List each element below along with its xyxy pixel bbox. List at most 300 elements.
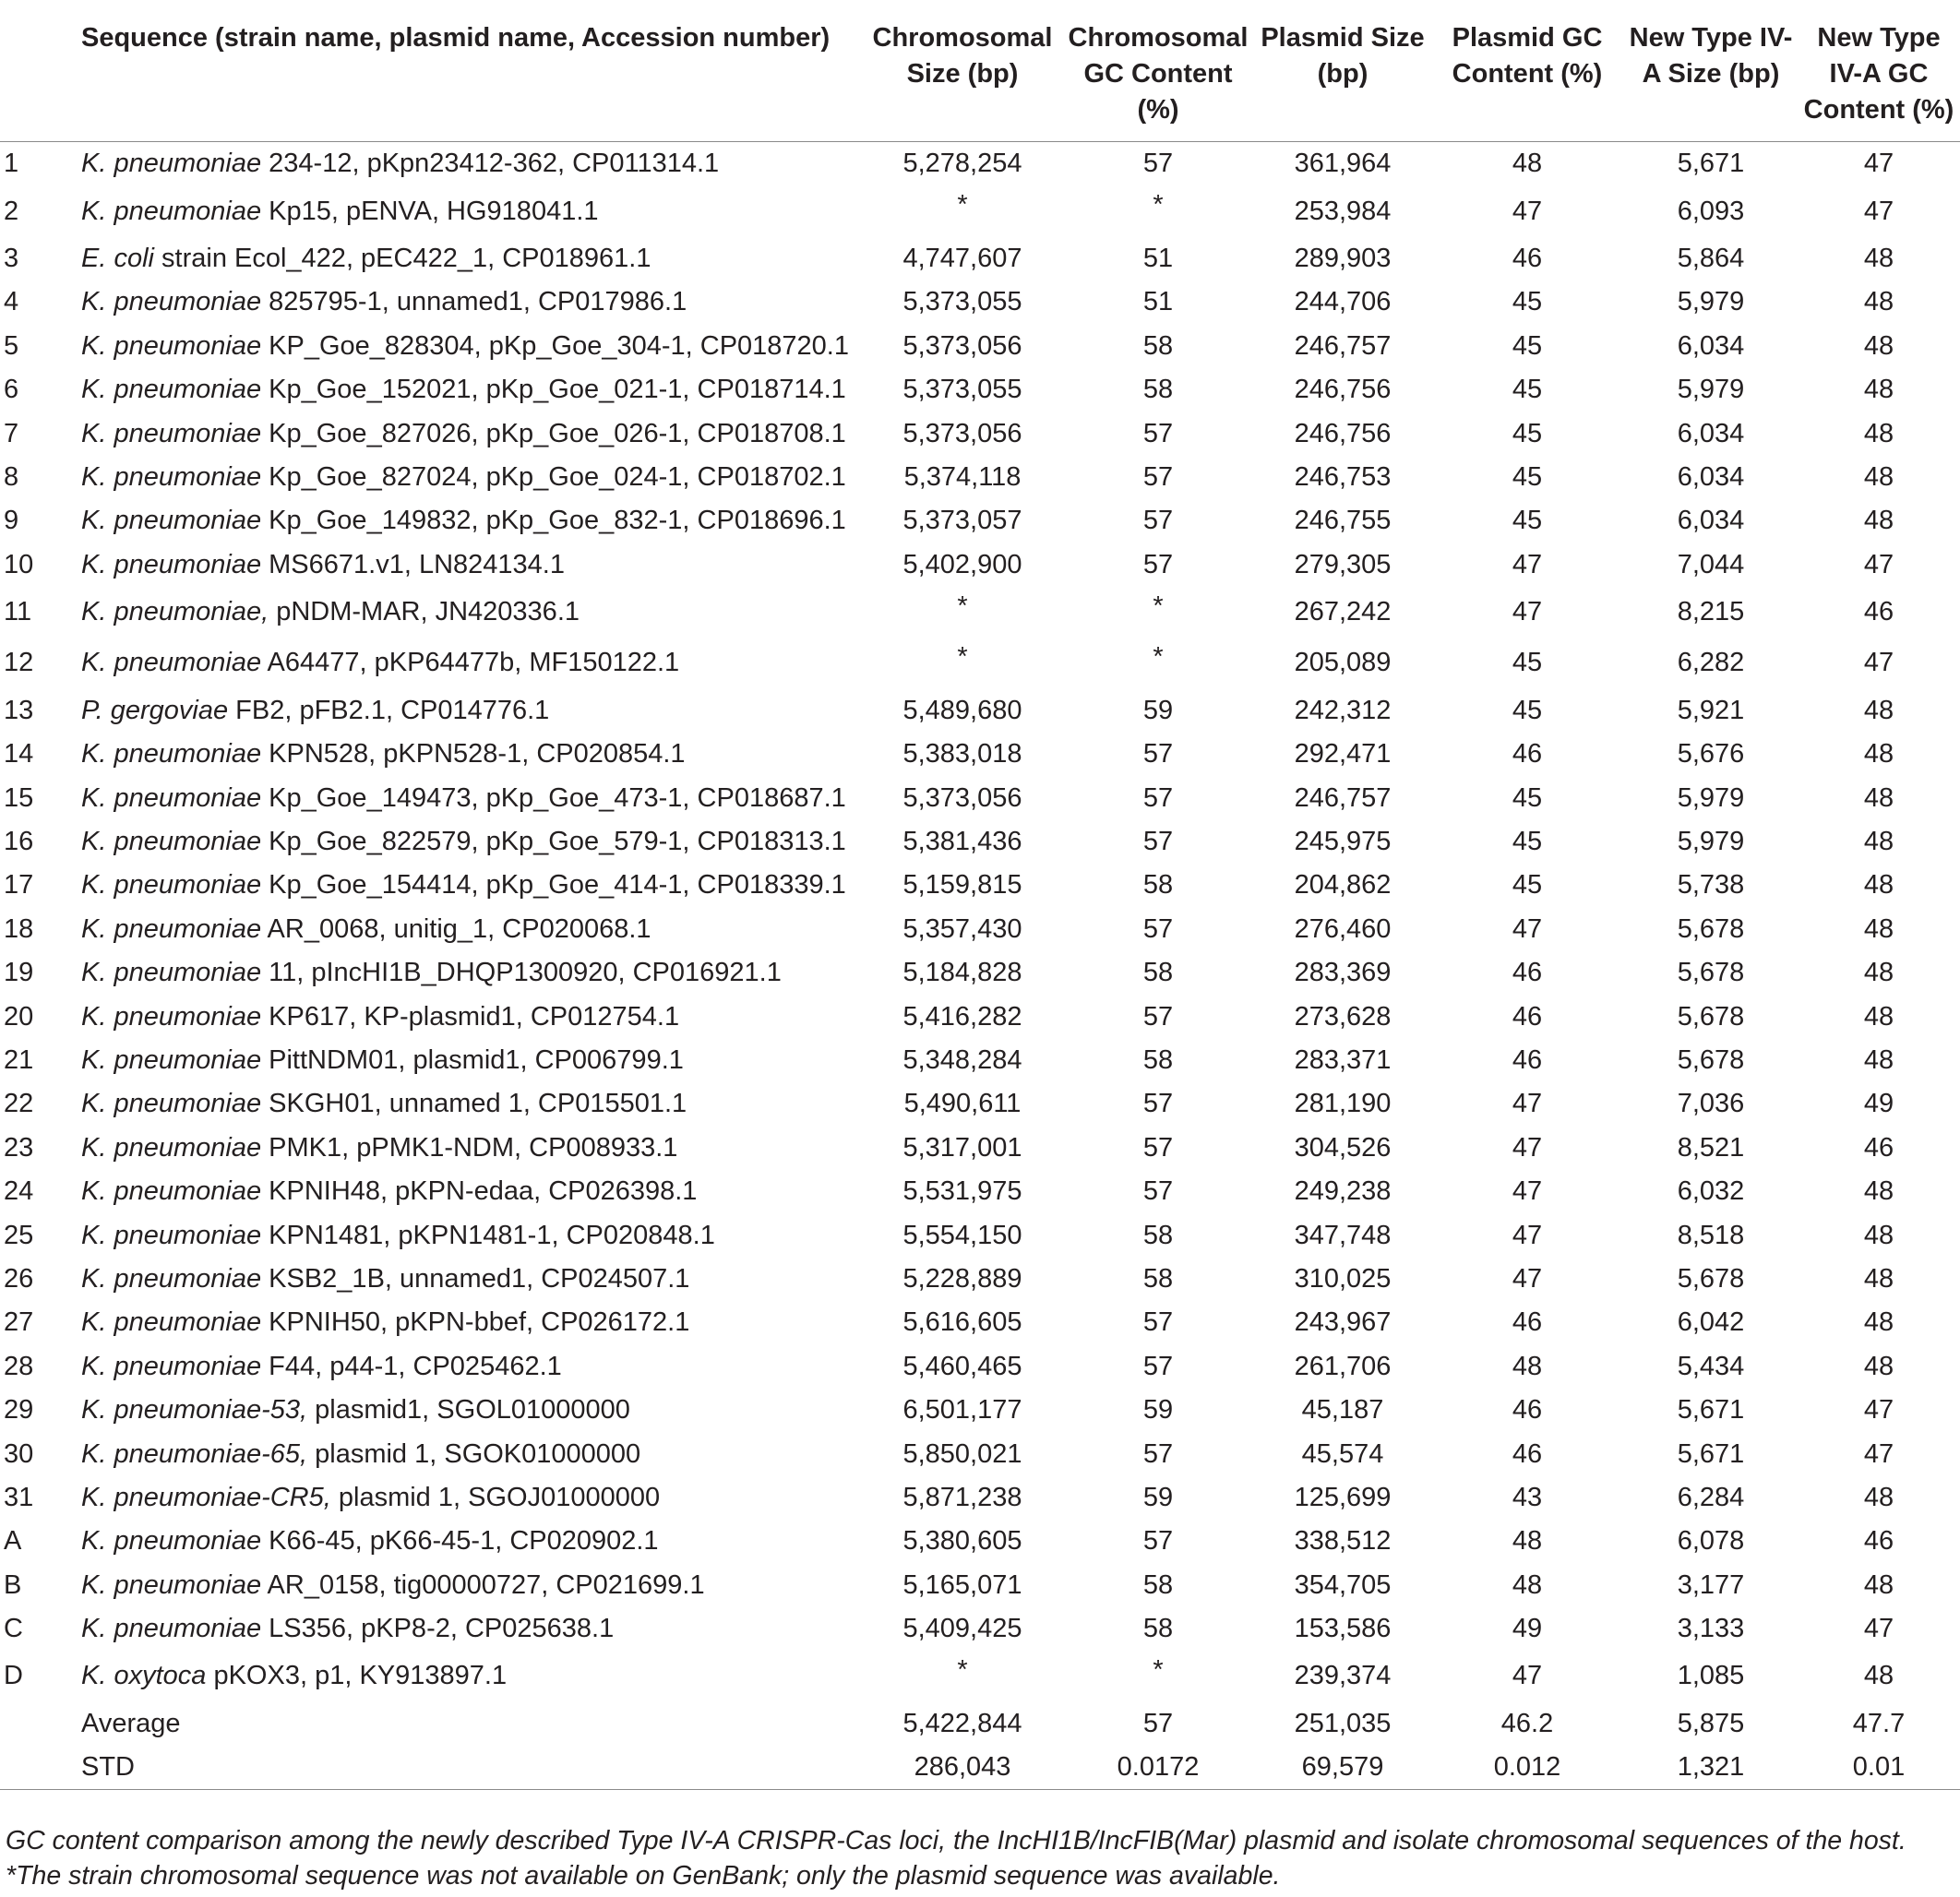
chromosomal-gc-cell: 59 [1142,1482,1174,1512]
table-row [0,1082,1960,1126]
sequence-cell [81,689,864,733]
chromosomal-size-cell: 6,501,177 [902,1395,1022,1426]
new-type-gc-cell: 48 [1863,782,1894,813]
chromosomal-gc-cell: 57 [1142,461,1174,492]
plasmid-gc-cell: 45 [1512,418,1543,448]
new-type-gc-cell: 47 [1863,149,1894,179]
chromosomal-size-cell: 5,381,436 [902,827,1022,857]
sequence-cell [81,1127,864,1170]
table-row [0,1258,1960,1301]
sequence-details: KP_Goe_828304, pKp_Goe_304-1, CP018720.1 [261,330,849,361]
plasmid-gc-cell: 46 [1512,1307,1543,1338]
sequence-details: SKGH01, unnamed 1, CP015501.1 [261,1089,687,1119]
species-name: K. pneumoniae [81,1569,262,1600]
chromosomal-size-cell: 5,184,828 [902,958,1022,988]
row-number-cell: 11 [4,597,32,627]
chromosomal-size-cell: 5,416,282 [902,1001,1022,1032]
sequence-cell [81,1170,864,1213]
plasmid-gc-cell: 47 [1512,597,1543,627]
sequence-details: AR_0068, unitig_1, CP020068.1 [261,913,651,944]
row-number-cell: 3 [4,243,19,273]
sequence-cell [81,142,864,186]
new-type-size-cell: 6,282 [1677,648,1745,678]
new-type-size-cell: 5,979 [1677,827,1745,857]
row-number-cell: 16 [4,827,34,857]
row-number-cell: 1 [4,149,19,179]
sequence-details: plasmid 1, SGOJ01000000 [330,1482,661,1512]
sequence-details: KP617, KP-plasmid1, CP012754.1 [261,1001,680,1032]
plasmid-size-cell: 261,706 [1294,1351,1392,1381]
sequence-cell [81,412,864,455]
plasmid-gc-cell: 47 [1512,1089,1543,1119]
row-number-cell: 29 [4,1395,34,1426]
header-plasmid-size: Plasmid Size (bp) [1255,15,1430,142]
sequence-details: PMK1, pPMK1-NDM, CP008933.1 [261,1132,678,1163]
row-number-cell: 26 [4,1263,34,1294]
sequence-details: Kp15, pENVA, HG918041.1 [261,196,599,226]
sequence-details: Kp_Goe_149473, pKp_Goe_473-1, CP018687.1 [261,782,846,813]
sequence-cell [81,638,864,688]
new-type-size-cell: 1,085 [1677,1661,1745,1691]
sequence-details: KPNIH50, pKPN-bbef, CP026172.1 [261,1307,690,1338]
header-new-type-gc: New Type IV-A GC Content (%) [1798,15,1960,142]
new-type-size-cell: 6,034 [1677,506,1745,536]
chromosomal-size-cell: 5,159,815 [902,870,1022,901]
species-name: K. pneumoniae-CR5, [81,1482,331,1512]
row-number-cell: 6 [4,375,19,405]
sequence-cell [81,1389,864,1432]
chromosomal-size-cell: 5,357,430 [902,913,1022,944]
species-name: K. pneumoniae [81,149,262,179]
sequence-details: Kp_Goe_152021, pKp_Goe_021-1, CP018714.1 [261,375,846,405]
sequence-details: FB2, pFB2.1, CP014776.1 [228,695,550,725]
row-number-cell: 4 [4,287,19,317]
table-row [0,820,1960,864]
plasmid-gc-cell: 47 [1512,549,1543,579]
chromosomal-size-cell: 5,489,680 [902,695,1022,725]
new-type-size-cell: 6,078 [1677,1526,1745,1557]
sequence-details: plasmid1, SGOL01000000 [307,1395,630,1426]
new-type-size-cell: 5,921 [1677,695,1745,725]
plasmid-size-cell: 361,964 [1294,149,1392,179]
sequence-details: LS356, pKP8-2, CP025638.1 [261,1614,615,1644]
new-type-size-cell: 5,671 [1677,1395,1745,1426]
new-type-gc-cell: 48 [1863,243,1894,273]
new-type-gc-cell: 48 [1863,1307,1894,1338]
plasmid-gc-cell: 48 [1512,1526,1543,1557]
sequence-details: Average [81,1708,181,1738]
plasmid-size-cell: 292,471 [1294,739,1392,770]
table-caption: GC content comparison among the newly described Type IV-A CRISPR-Cas loci, the IncHI1B/IncFIB(Mar) plasmid and isolate chromosomal sequences of the host. *The strain chromosomal sequence was not available on GenBank; only the plasmid sequence was available. [6,1826,1906,1891]
chromosomal-gc-cell: 58 [1142,1569,1174,1600]
table-row [0,1520,1960,1563]
new-type-size-cell: 6,032 [1677,1176,1745,1207]
chromosomal-gc-cell: 58 [1142,375,1174,405]
row-number-cell [0,1702,81,1746]
new-type-gc-cell: 48 [1863,1569,1894,1600]
plasmid-size-cell: 283,369 [1294,958,1392,988]
header-chromosomal-gc: Chromosomal GC Content (%) [1061,15,1255,142]
plasmid-gc-cell: 47 [1512,1176,1543,1207]
sequence-details: A64477, pKP64477b, MF150122.1 [261,648,680,678]
table-row [0,1564,1960,1607]
chromosomal-gc-cell: * [1153,642,1164,673]
new-type-size-cell: 5,434 [1677,1351,1745,1381]
row-number-cell: 9 [4,506,19,536]
row-number-cell: 30 [4,1438,34,1469]
species-name: E. coli [81,243,154,273]
chromosomal-gc-cell: 57 [1142,1438,1174,1469]
plasmid-size-cell: 267,242 [1294,597,1392,627]
table-row [0,1170,1960,1213]
sequence-cell [81,864,864,907]
chromosomal-gc-cell: 59 [1142,1395,1174,1426]
species-name: K. pneumoniae-65, [81,1438,308,1469]
sequence-details: STD [81,1752,135,1783]
plasmid-gc-cell: 47 [1512,913,1543,944]
chromosomal-gc-cell: 57 [1142,1526,1174,1557]
chromosomal-gc-cell: 58 [1142,330,1174,361]
table-row [0,456,1960,499]
species-name: K. pneumoniae [81,375,262,405]
plasmid-size-cell: 45,187 [1301,1395,1384,1426]
new-type-size-cell: 5,678 [1677,913,1745,944]
row-number-cell: 23 [4,1132,34,1163]
chromosomal-gc-cell: 57 [1142,1351,1174,1381]
chromosomal-size-cell: 5,409,425 [902,1614,1022,1644]
new-type-gc-cell: 48 [1863,506,1894,536]
new-type-gc-cell: 46 [1863,1526,1894,1557]
species-name: K. pneumoniae [81,1045,262,1075]
chromosomal-size-cell: 5,373,056 [902,330,1022,361]
chromosomal-size-cell: * [957,591,968,621]
chromosomal-gc-cell: 57 [1142,149,1174,179]
row-number-cell: D [4,1661,23,1691]
sequence-cell [81,499,864,543]
plasmid-gc-cell: 46 [1512,1045,1543,1075]
sequence-cell [81,733,864,776]
plasmid-size-cell: 338,512 [1294,1526,1392,1557]
chromosomal-gc-cell: 0.0172 [1061,1746,1255,1790]
table-row [0,1432,1960,1475]
species-name: K. pneumoniae [81,1263,262,1294]
sequence-details: Kp_Goe_149832, pKp_Goe_832-1, CP018696.1 [261,506,846,536]
chromosomal-size-cell: 5,422,844 [902,1708,1022,1738]
plasmid-size-cell: 347,748 [1294,1220,1392,1250]
row-number-cell: 22 [4,1089,34,1119]
sequence-cell [81,543,864,587]
row-number-cell: A [4,1526,22,1557]
new-type-gc-cell: 47.7 [1852,1708,1906,1738]
new-type-size-cell: 3,177 [1677,1569,1745,1600]
chromosomal-size-cell: 4,747,607 [902,243,1022,273]
table-row [0,1651,1960,1701]
row-number-cell: C [4,1614,23,1644]
species-name: K. pneumoniae [81,196,262,226]
new-type-size-cell: 7,036 [1677,1089,1745,1119]
table-row [0,237,1960,280]
plasmid-size-cell: 279,305 [1294,549,1392,579]
species-name: K. pneumoniae [81,1089,262,1119]
row-number-cell: 15 [4,782,34,813]
species-name: K. pneumoniae [81,1614,262,1644]
table-row [0,638,1960,688]
new-type-gc-cell: 48 [1863,870,1894,901]
row-number-cell: 12 [4,648,34,678]
plasmid-size-cell: 45,574 [1301,1438,1384,1469]
plasmid-size-cell: 246,755 [1294,506,1392,536]
sequence-details: pNDM-MAR, JN420336.1 [269,597,580,627]
row-number-cell: 24 [4,1176,34,1207]
sequence-details: pKOX3, p1, KY913897.1 [206,1661,508,1691]
plasmid-gc-cell: 48 [1512,1351,1543,1381]
row-number-cell: 31 [4,1482,34,1512]
table-row [0,587,1960,638]
sequence-cell [81,1345,864,1389]
plasmid-size-cell: 244,706 [1294,287,1392,317]
plasmid-gc-cell: 49 [1512,1614,1543,1644]
table-row [0,499,1960,543]
row-number-cell: 7 [4,418,19,448]
chromosomal-size-cell: 5,383,018 [902,739,1022,770]
chromosomal-gc-cell: * [1153,591,1164,621]
species-name: K. pneumoniae [81,1132,262,1163]
sequence-cell [81,368,864,412]
row-number-cell: 14 [4,739,34,770]
plasmid-size-cell: 125,699 [1294,1482,1392,1512]
plasmid-gc-cell: 45 [1512,375,1543,405]
chromosomal-size-cell: 286,043 [864,1746,1061,1790]
new-type-gc-cell: 48 [1863,461,1894,492]
new-type-gc-cell: 47 [1863,1395,1894,1426]
sequence-cell [81,995,864,1038]
plasmid-gc-cell: 47 [1512,1661,1543,1691]
table-row [0,995,1960,1038]
header-plasmid-gc: Plasmid GC Content (%) [1430,15,1624,142]
new-type-gc-cell: 48 [1863,1176,1894,1207]
plasmid-size-cell: 276,460 [1294,913,1392,944]
row-number-cell: B [4,1569,22,1600]
sequence-cell [81,1301,864,1344]
species-name: K. pneumoniae [81,1351,262,1381]
chromosomal-gc-cell: 57 [1142,1132,1174,1163]
new-type-gc-cell: 48 [1863,827,1894,857]
table-row [0,689,1960,733]
plasmid-gc-cell: 47 [1512,196,1543,226]
chromosomal-size-cell: 5,871,238 [902,1482,1022,1512]
sequence-details: 234-12, pKpn23412-362, CP011314.1 [261,149,720,179]
new-type-gc-cell: 48 [1863,1482,1894,1512]
chromosomal-size-cell: 5,531,975 [902,1176,1022,1207]
species-name: K. pneumoniae [81,330,262,361]
plasmid-size-cell: 246,756 [1294,418,1392,448]
table-row [0,1476,1960,1520]
species-name: K. pneumoniae [81,782,262,813]
new-type-gc-cell: 48 [1863,1220,1894,1250]
gc-content-table [0,15,1960,1790]
sequence-cell [81,1213,864,1257]
table-row [0,733,1960,776]
sequence-cell [81,776,864,819]
plasmid-gc-cell: 46.2 [1500,1708,1554,1738]
plasmid-size-cell: 281,190 [1294,1089,1392,1119]
chromosomal-gc-cell: 57 [1142,782,1174,813]
header-chromosomal-size: Chromosomal Size (bp) [864,15,1061,142]
new-type-gc-cell: 46 [1863,597,1894,627]
sequence-cell [81,280,864,324]
plasmid-size-cell: 283,371 [1294,1045,1392,1075]
sequence-details: strain Ecol_422, pEC422_1, CP018961.1 [153,243,651,273]
table-row [0,412,1960,455]
species-name: K. pneumoniae [81,827,262,857]
chromosomal-size-cell: * [957,190,968,221]
chromosomal-size-cell: 5,616,605 [902,1307,1022,1338]
chromosomal-size-cell: 5,374,118 [903,461,1022,492]
table-row [0,908,1960,951]
table-row [0,1301,1960,1344]
row-number-cell: 17 [4,870,34,901]
sequence-details: AR_0158, tig00000727, CP021699.1 [261,1569,705,1600]
new-type-gc-cell: 0.01 [1798,1746,1960,1790]
species-name: K. pneumoniae-53, [81,1395,308,1426]
chromosomal-size-cell: 5,554,150 [902,1220,1022,1250]
header-new-type-size: New Type IV-A Size (bp) [1624,15,1798,142]
chromosomal-gc-cell: 58 [1142,958,1174,988]
plasmid-size-cell: 239,374 [1294,1661,1392,1691]
chromosomal-size-cell: 5,373,055 [902,375,1022,405]
new-type-gc-cell: 47 [1863,1614,1894,1644]
species-name: K. pneumoniae [81,1176,262,1207]
chromosomal-size-cell: 5,373,055 [902,287,1022,317]
species-name: K. pneumoniae [81,870,262,901]
chromosomal-gc-cell: 58 [1142,1045,1174,1075]
table-row [0,951,1960,995]
sequence-details: plasmid 1, SGOK01000000 [307,1438,641,1469]
chromosomal-size-cell: 5,165,071 [902,1569,1022,1600]
table-row [0,543,1960,587]
row-number-cell: 20 [4,1001,34,1032]
new-type-size-cell: 8,518 [1677,1220,1745,1250]
chromosomal-size-cell: 5,460,465 [902,1351,1022,1381]
sequence-cell [81,1039,864,1082]
row-number-cell: 5 [4,330,19,361]
plasmid-size-cell: 204,862 [1294,870,1392,901]
sequence-details: KPN528, pKPN528-1, CP020854.1 [261,739,686,770]
sequence-cell [81,237,864,280]
plasmid-size-cell: 304,526 [1294,1132,1392,1163]
chromosomal-gc-cell: 51 [1142,243,1174,273]
table-row [0,325,1960,368]
sequence-details: MS6671.v1, LN824134.1 [261,549,565,579]
chromosomal-gc-cell: * [1153,190,1164,221]
chromosomal-size-cell: 5,278,254 [902,149,1022,179]
table-header-row [0,15,1960,142]
new-type-gc-cell: 46 [1863,1132,1894,1163]
table-row [0,1702,1960,1746]
chromosomal-size-cell: 5,348,284 [902,1045,1022,1075]
sequence-details: Kp_Goe_154414, pKp_Goe_414-1, CP018339.1 [261,870,846,901]
table-row [0,142,1960,186]
chromosomal-size-cell: 5,850,021 [902,1438,1022,1469]
species-name: K. pneumoniae [81,418,262,448]
species-name: K. pneumoniae [81,1526,262,1557]
chromosomal-size-cell: * [957,642,968,673]
new-type-gc-cell: 48 [1863,375,1894,405]
chromosomal-gc-cell: 58 [1142,1614,1174,1644]
plasmid-size-cell: 246,757 [1294,330,1392,361]
plasmid-gc-cell: 47 [1512,1220,1543,1250]
plasmid-size-cell: 251,035 [1294,1708,1392,1738]
plasmid-gc-cell: 47 [1512,1263,1543,1294]
table-row [0,1345,1960,1389]
row-number-cell [0,1746,81,1790]
sequence-cell [81,185,864,236]
chromosomal-gc-cell: 57 [1142,418,1174,448]
sequence-details: PittNDM01, plasmid1, CP006799.1 [261,1045,684,1075]
plasmid-gc-cell: 46 [1512,958,1543,988]
species-name: K. pneumoniae [81,461,262,492]
chromosomal-gc-cell: 58 [1142,1263,1174,1294]
table-body [0,142,1960,1790]
chromosomal-gc-cell: * [1153,1655,1164,1686]
sequence-cell [81,951,864,995]
new-type-size-cell: 5,864 [1677,243,1745,273]
new-type-size-cell: 6,034 [1677,418,1745,448]
species-name: K. pneumoniae, [81,597,269,627]
new-type-size-cell: 5,678 [1677,1045,1745,1075]
row-number-cell: 10 [4,549,34,579]
new-type-gc-cell: 49 [1863,1089,1894,1119]
sequence-cell [81,1607,864,1651]
new-type-size-cell: 6,093 [1677,196,1745,226]
sequence-cell [81,325,864,368]
new-type-gc-cell: 48 [1863,330,1894,361]
new-type-gc-cell: 48 [1863,1263,1894,1294]
plasmid-gc-cell: 46 [1512,1438,1543,1469]
sequence-cell [81,1082,864,1126]
table-row [0,1746,1960,1790]
new-type-gc-cell: 48 [1863,418,1894,448]
plasmid-size-cell: 205,089 [1294,648,1392,678]
new-type-size-cell: 5,676 [1677,739,1745,770]
chromosomal-gc-cell: 57 [1142,913,1174,944]
row-number-cell: 2 [4,196,19,226]
chromosomal-size-cell: 5,373,056 [902,782,1022,813]
table-row [0,864,1960,907]
plasmid-gc-cell: 48 [1512,149,1543,179]
plasmid-gc-cell: 45 [1512,695,1543,725]
sequence-cell [81,908,864,951]
new-type-size-cell: 6,034 [1677,461,1745,492]
new-type-size-cell: 5,979 [1677,375,1745,405]
chromosomal-size-cell: 5,228,889 [902,1263,1022,1294]
chromosomal-gc-cell: 57 [1142,1176,1174,1207]
chromosomal-gc-cell: 57 [1142,1307,1174,1338]
chromosomal-gc-cell: 57 [1142,1708,1174,1738]
sequence-cell [81,1651,864,1701]
species-name: K. pneumoniae [81,287,262,317]
sequence-details: Kp_Goe_822579, pKp_Goe_579-1, CP018313.1 [261,827,846,857]
plasmid-gc-cell: 45 [1512,506,1543,536]
plasmid-gc-cell: 45 [1512,648,1543,678]
table-row [0,1039,1960,1082]
new-type-gc-cell: 47 [1863,648,1894,678]
new-type-size-cell: 5,979 [1677,287,1745,317]
plasmid-gc-cell: 0.012 [1430,1746,1624,1790]
table-row [0,1127,1960,1170]
new-type-size-cell: 5,875 [1677,1708,1745,1738]
sequence-cell [81,820,864,864]
